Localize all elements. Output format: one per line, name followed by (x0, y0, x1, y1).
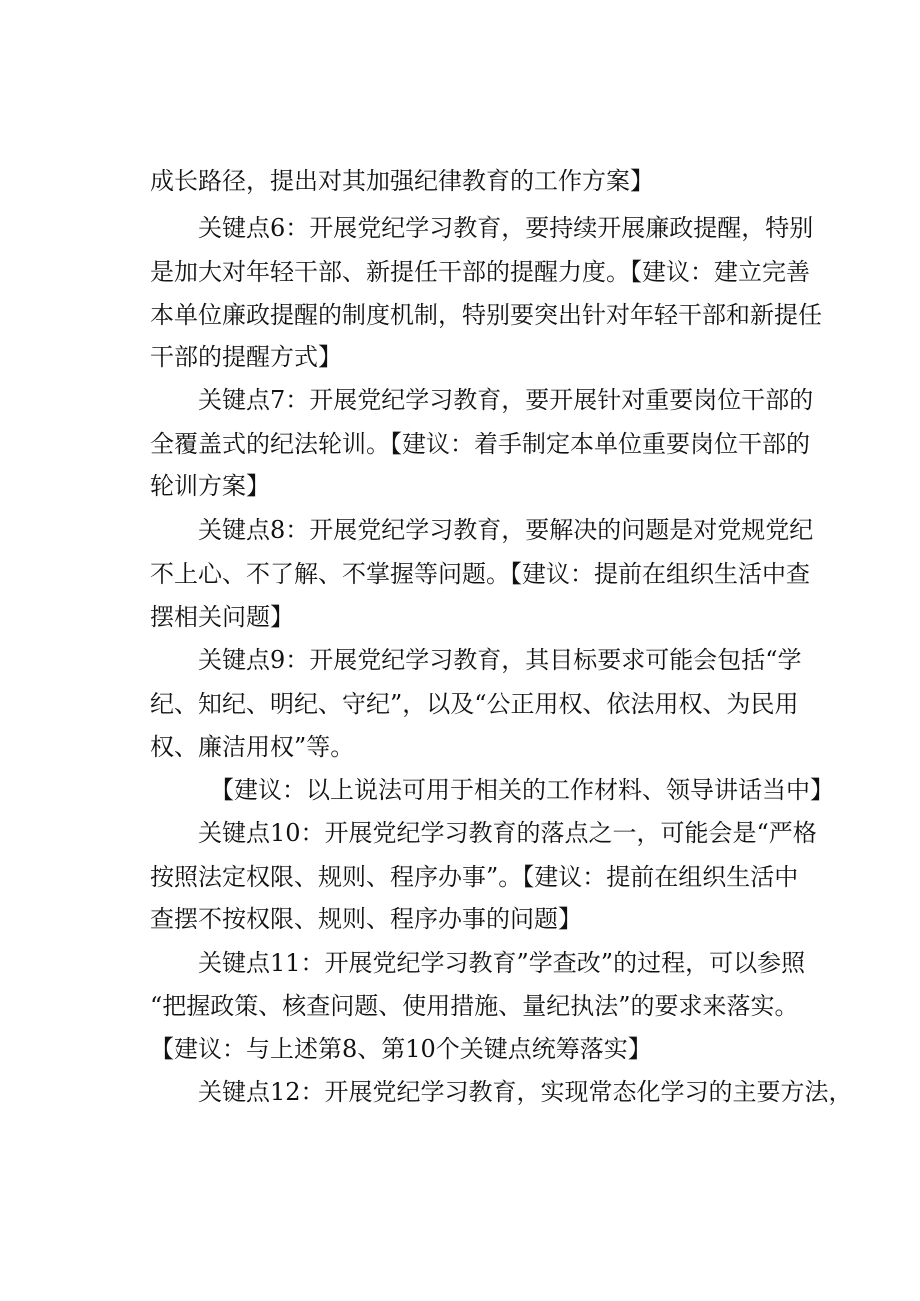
text-line: 干部的提醒方式】 (150, 343, 342, 371)
text-line: 成长路径，提出对其加强纪律教育的工作方案】 (150, 167, 654, 195)
paragraph-key-point-8: 关键点8：开展党纪学习教育，要解决的问题是对党规党纪 (198, 516, 814, 544)
text-line: 全覆盖式的纪法轮训。【建议：着手制定本单位重要岗位干部的 (150, 430, 810, 458)
text-line: 不上心、不了解、不掌握等问题。【建议：提前在组织生活中查 (150, 560, 810, 588)
text-line: 权、廉洁用权”等。 (150, 733, 355, 761)
paragraph-key-point-9: 关键点9：开展党纪学习教育，其目标要求可能会包括“学 (198, 646, 802, 674)
text-line: 查摆不按权限、规则、程序办事的问题】 (150, 905, 582, 933)
text-line: 轮训方案】 (150, 472, 270, 500)
text-line: 纪、知纪、明纪、守纪”，以及“公正用权、依法用权、为民用 (150, 690, 799, 718)
paragraph-key-point-12: 关键点12：开展党纪学习教育，实现常态化学习的主要方法， (198, 1078, 853, 1106)
text-line: 本单位廉政提醒的制度机制，特别要突出针对年轻干部和新提任 (150, 301, 822, 329)
text-line: 按照法定权限、规则、程序办事”。【建议：提前在组织生活中 (150, 863, 799, 891)
text-line: 【建议：与上述第8、第10个关键点统筹落实】 (150, 1035, 652, 1063)
text-line: 摆相关问题】 (150, 603, 294, 631)
suggestion-line: 【建议：以上说法可用于相关的工作材料、领导讲话当中】 (210, 776, 834, 804)
paragraph-key-point-7: 关键点7：开展党纪学习教育，要开展针对重要岗位干部的 (198, 386, 814, 414)
paragraph-key-point-11: 关键点11：开展党纪学习教育”学查改”的过程，可以参照 (198, 949, 806, 977)
text-line: 是加大对年轻干部、新提任干部的提醒力度。【建议：建立完善 (150, 258, 810, 286)
paragraph-key-point-6: 关键点6：开展党纪学习教育，要持续开展廉政提醒，特别 (198, 214, 814, 242)
paragraph-key-point-10: 关键点10：开展党纪学习教育的落点之一，可能会是“严格 (198, 819, 817, 847)
text-line: “把握政策、核查问题、使用措施、量纪执法”的要求来落实。 (150, 992, 799, 1020)
